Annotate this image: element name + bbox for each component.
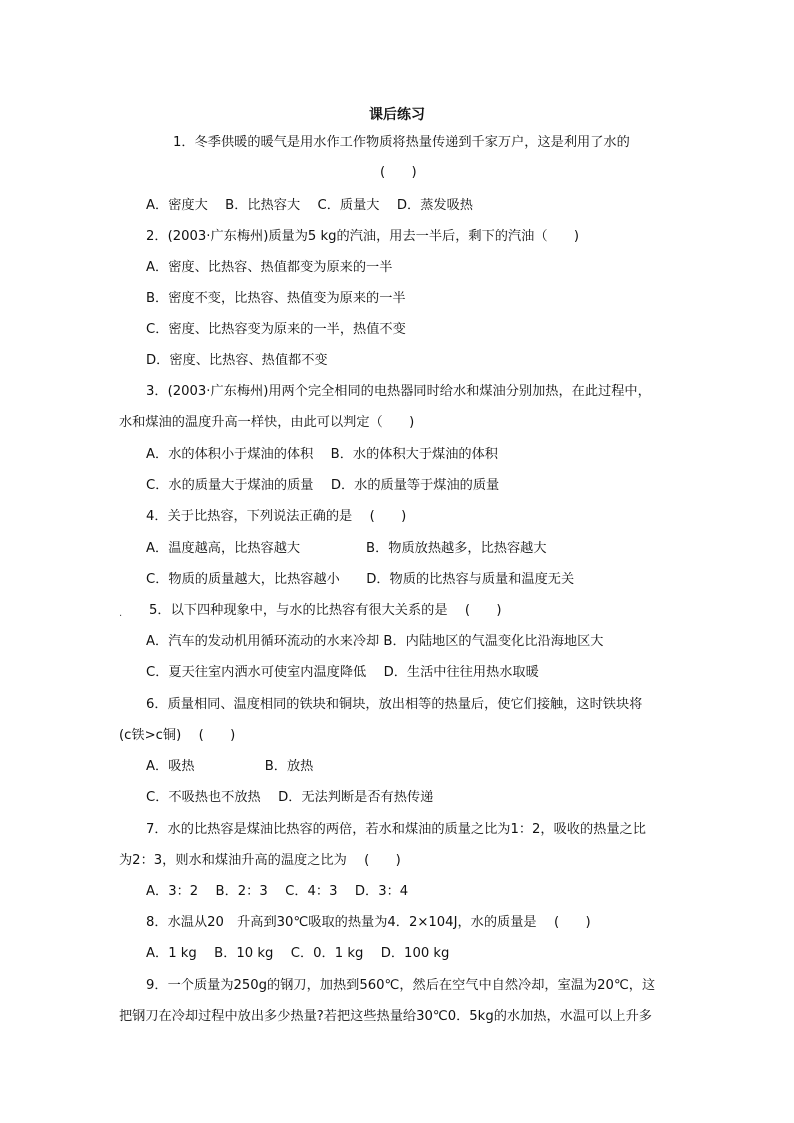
question-5-options-cd: C．夏天往室内洒水可使室内温度降低 D．生活中往往用热水取暖 (146, 665, 539, 680)
question-1-options: A．密度大 B．比热容大 C．质量大 D．蒸发吸热 (146, 198, 473, 213)
question-5-stem: 5．以下四种现象中，与水的比热容有很大关系的是 ( ) (149, 603, 502, 618)
stray-dot: . (119, 608, 123, 619)
question-6-stem: 6．质量相同、温度相同的铁块和铜块，放出相等的热量后，使它们接触，这时铁块将 (146, 697, 643, 712)
question-9-stem: 9．一个质量为250g的钢刀，加热到560℃，然后在空气中自然冷却，室温为20℃，这 (146, 978, 656, 993)
question-4-options-cd: C．物质的质量越大，比热容越小 D．物质的比热容与质量和温度无关 (146, 572, 575, 587)
question-3-options-cd: C．水的质量大于煤油的质量 D．水的质量等于煤油的质量 (146, 478, 500, 493)
question-3-options-ab: A．水的体积小于煤油的体积 B．水的体积大于煤油的体积 (146, 447, 498, 462)
question-2-option-c: C．密度、比热容变为原来的一半，热值不变 (146, 322, 406, 337)
question-2-option-a: A．密度、比热容、热值都变为原来的一半 (146, 260, 393, 275)
question-8-stem: 8．水温从20 升高到30℃吸取的热量为4．2×104J，水的质量是 ( ) (146, 915, 591, 930)
question-2-option-b: B．密度不变，比热容、热值变为原来的一半 (146, 291, 406, 306)
question-6-stem-cont: (c铁>c铜) ( ) (119, 728, 236, 743)
page-title: 课后练习 (369, 107, 425, 123)
question-1-stem: 1．冬季供暖的暖气是用水作工作物质将热量传递到千家万户，这是利用了水的 (173, 135, 630, 150)
question-8-options: A．1 kg B．10 kg C．0．1 kg D．100 kg (146, 946, 450, 961)
question-4-options-ab: A．温度越高，比热容越大 B．物质放热越多，比热容越大 (146, 541, 547, 556)
question-2-stem: 2．(2003·广东梅州)质量为5 kg的汽油，用去一半后，剩下的汽油（ ) (146, 229, 580, 244)
question-9-stem-cont: 把钢刀在冷却过程中放出多少热量?若把这些热量给30℃0．5kg的水加热，水温可以上升多 (119, 1009, 652, 1024)
question-5-options-ab: A．汽车的发动机用循环流动的水来冷却 B．内陆地区的气温变化比沿海地区大 (146, 634, 604, 649)
question-3-stem: 3．(2003·广东梅州)用两个完全相同的电热器同时给水和煤油分别加热，在此过程中， (146, 384, 651, 399)
question-6-options-cd: C．不吸热也不放热 D．无法判断是否有热传递 (146, 790, 434, 805)
question-7-stem-cont: 为2：3，则水和煤油升高的温度之比为 ( ) (119, 853, 401, 868)
question-7-stem: 7．水的比热容是煤油比热容的两倍，若水和煤油的质量之比为1：2，吸收的热量之比 (146, 822, 646, 837)
question-4-stem: 4．关于比热容，下列说法正确的是 ( ) (146, 509, 407, 524)
question-3-stem-cont: 水和煤油的温度升高一样快，由此可以判定（ ) (119, 415, 415, 430)
question-1-blank: ( ) (380, 165, 417, 180)
question-6-options-ab: A．吸热 B．放热 (146, 759, 314, 774)
question-2-option-d: D．密度、比热容、热值都不变 (146, 353, 328, 368)
question-7-options: A．3：2 B．2：3 C．4：3 D．3：4 (146, 884, 409, 899)
